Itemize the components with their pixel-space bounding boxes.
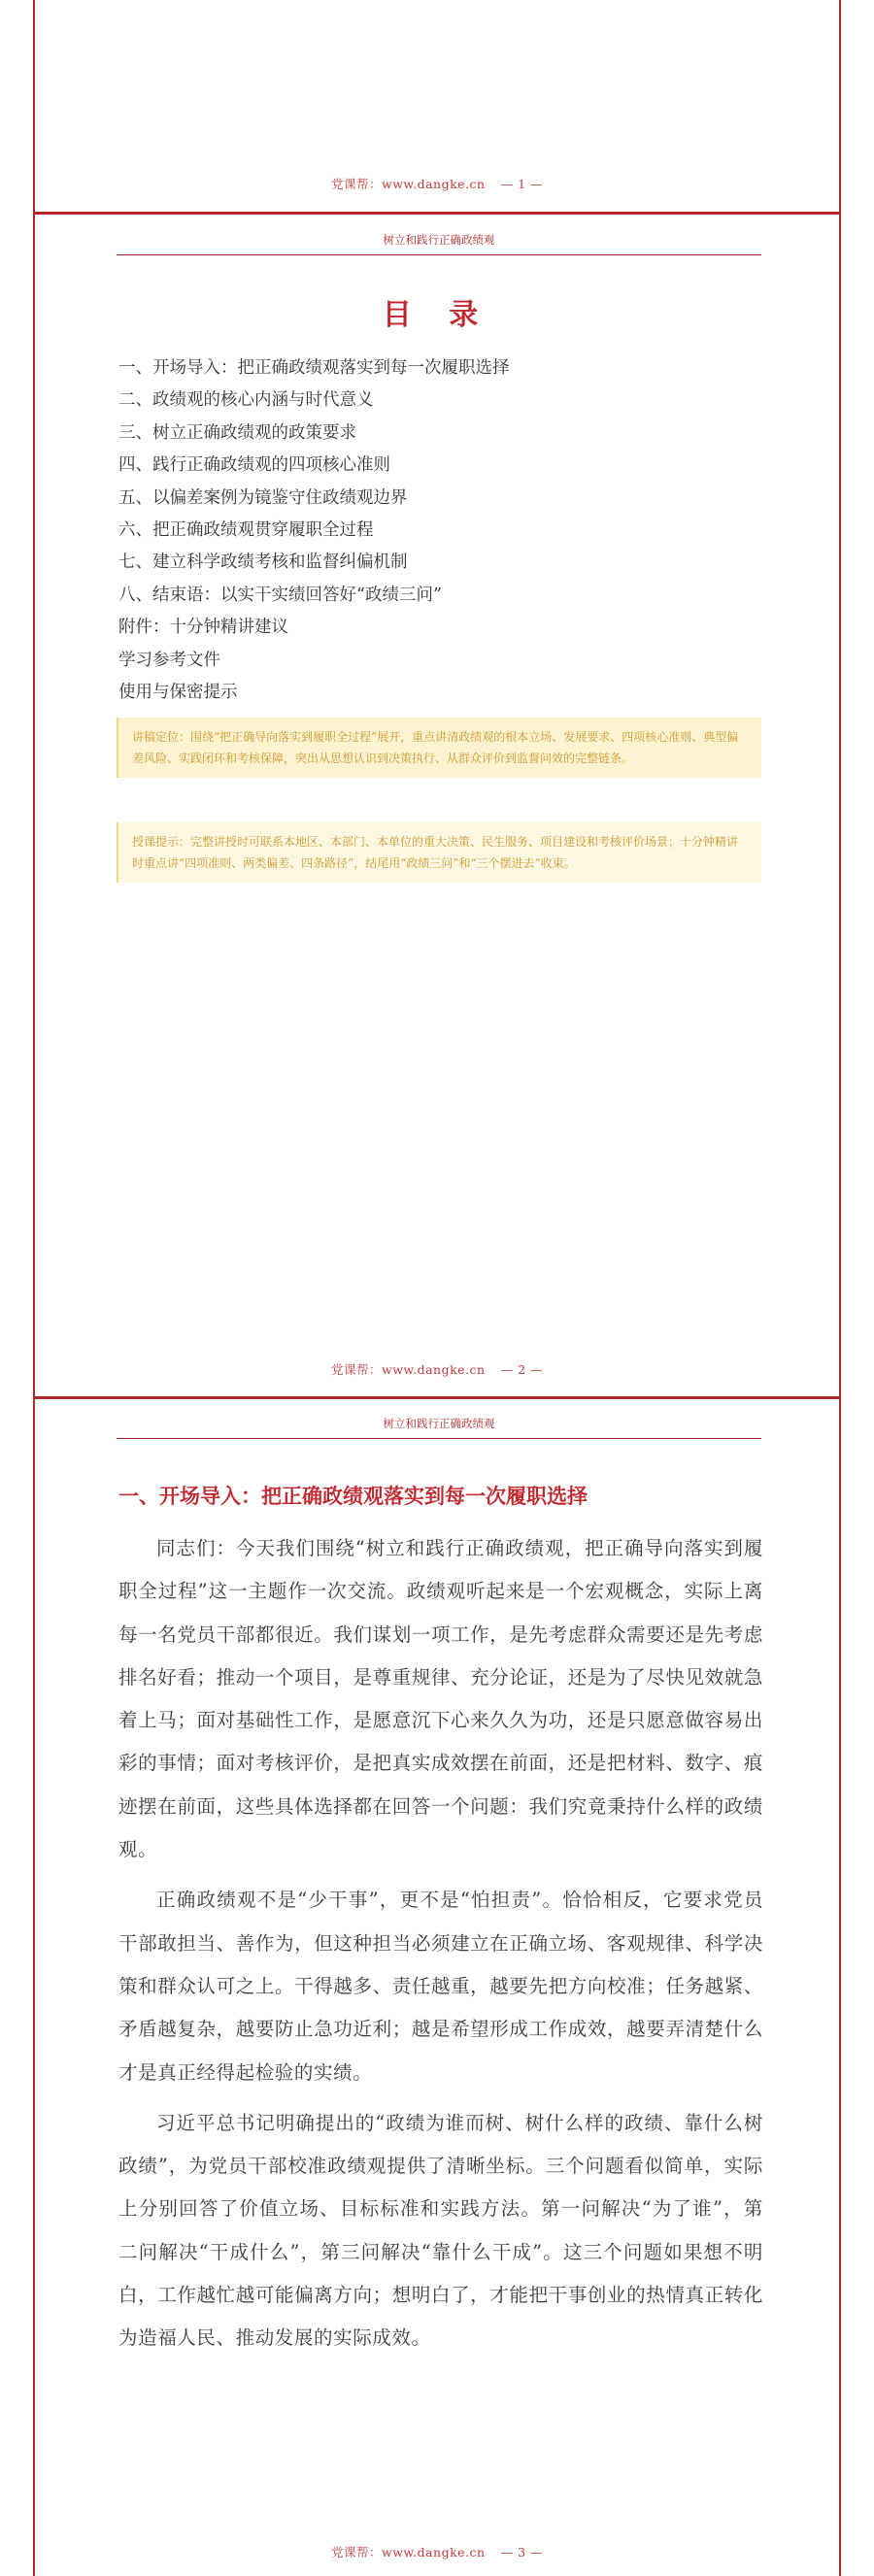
toc-item[interactable]: 一、开场导入：把正确政绩观落实到每一次履职选择: [118, 358, 510, 378]
toc-item[interactable]: 四、践行正确政绩观的四项核心准则: [118, 455, 390, 476]
paragraph: 正确政绩观不是“少干事”，更不是“怕担责”。恰恰相反，它要求党员干部敢担当、善作为，但这种担当必须建立在正确立场、客观规律、科学决策和群众认可之上。干得越多、责任越重，越要先把方向校准；任务越紧、矛盾越复杂，越要防止急功近利；越是希望形成工作成效，越要弄清楚什么才是真正经得起检验的实绩。: [118, 1889, 763, 2084]
running-header: 树立和践行正确政绩观: [117, 1416, 761, 1439]
paragraph: 习近平总书记明确提出的“政绩为谁而树、树什么样的政绩、靠什么树政绩”，为党员干部校准政绩观提供了清晰坐标。三个问题看似简单，实际上分别回答了价值立场、目标标准和实践方法。第一问解决“为了谁”，第二问解决“干成什么”，第三问解决“靠什么干成”。这三个问题如果想不明白，工作越忙越可能偏离方向；想明白了，才能把干事创业的热情真正转化为造福人民、推动发展的实际成效。: [118, 2111, 763, 2350]
page-footer: [35, 1360, 839, 1378]
page-2: [33, 215, 841, 1396]
toc-list: [118, 352, 759, 709]
page-3: [33, 1399, 841, 2576]
toc-item[interactable]: 学习参考文件: [118, 650, 220, 670]
toc-item[interactable]: 附件：十分钟精讲建议: [118, 618, 288, 638]
toc-item[interactable]: 八、结束语：以实干实绩回答好“政绩三问”: [118, 585, 442, 605]
footer-site: 党课帮：www.dangke.cn: [331, 1362, 486, 1377]
running-header: 树立和践行正确政绩观: [117, 232, 761, 255]
positioning-note: 讲稿定位：围绕“把正确导向落实到履职全过程”展开，重点讲清政绩观的根本立场、发展要求、四项核心准则、典型偏差风险、实践闭环和考核保障，突出从思想认识到决策执行、从群众评价到监督问效的完整链条。: [117, 718, 761, 778]
toc-item[interactable]: 二、政绩观的核心内涵与时代意义: [118, 390, 374, 411]
teaching-tip-note: 授课提示：完整讲授时可联系本地区、本部门、本单位的重大决策、民生服务、项目建设和考核评价场景；十分钟精讲时重点讲“四项准则、两类偏差、四条路径”，结尾用“政绩三问”和“三个摆进去”收束。: [117, 822, 761, 883]
page-number: — 2 —: [500, 1362, 543, 1377]
page-footer: [35, 2543, 839, 2560]
toc-title: 目 录: [382, 298, 492, 332]
footer-site: 党课帮：www.dangke.cn: [331, 177, 486, 191]
section-body: [118, 1527, 763, 2368]
toc-item[interactable]: 七、建立科学政绩考核和监督纠偏机制: [118, 552, 408, 573]
page-number: — 1 —: [500, 177, 543, 191]
page-footer: [35, 175, 839, 192]
toc-item[interactable]: 使用与保密提示: [118, 683, 238, 703]
page-number: — 3 —: [500, 2545, 543, 2559]
footer-site: 党课帮：www.dangke.cn: [331, 2545, 486, 2559]
page-1: [33, 0, 841, 212]
section-title: 一、开场导入：把正确政绩观落实到每一次履职选择: [118, 1485, 588, 1508]
toc-item[interactable]: 三、树立正确政绩观的政策要求: [118, 422, 356, 443]
paragraph: 同志们：今天我们围绕“树立和践行正确政绩观，把正确导向落实到履职全过程”这一主题作一次交流。政绩观听起来是一个宏观概念，实际上离每一名党员干部都很近。我们谋划一项工作，是先考虑群众需要还是先考虑排名好看；推动一个项目，是尊重规律、充分论证，还是为了尽快见效就急着上马；面对基础性工作，是愿意沉下心来久久为功，还是只愿意做容易出彩的事情；面对考核评价，是把真实成效摆在前面，还是把材料、数字、痕迹摆在前面，这些具体选择都在回答一个问题：我们究竟秉持什么样的政绩观。: [118, 1537, 763, 1861]
toc-item[interactable]: 六、把正确政绩观贯穿履职全过程: [118, 520, 374, 541]
toc-item[interactable]: 五、以偏差案例为镜鉴守住政绩观边界: [118, 487, 408, 508]
